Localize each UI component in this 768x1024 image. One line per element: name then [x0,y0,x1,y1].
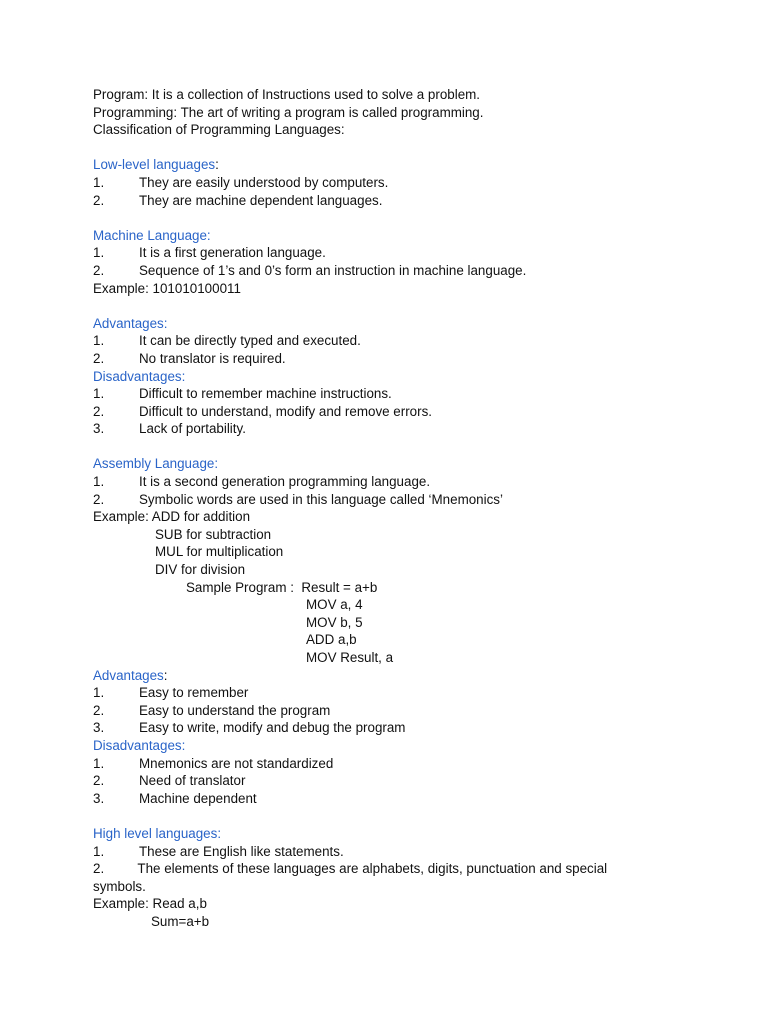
assembly-disadvantages-heading: Disadvantages: [93,737,186,753]
list-text: Symbolic words are used in this language called ‘Mnemonics’ [139,491,503,507]
list-number: 2. [93,491,105,507]
list-number: 1. [93,333,105,349]
low-level-heading-text: Low-level languages [93,157,216,173]
list-text: Difficult to remember machine instructions. [139,386,392,402]
list-item-wrapped-line2: symbols. [93,878,146,894]
high-level-example-line: Sum=a+b [151,913,210,929]
assembly-example-line: DIV for division [155,562,246,578]
list-number: 1. [93,843,105,859]
list-item [93,420,693,438]
list-number: 2. [93,262,105,278]
list-text: Mnemonics are not standardized [139,755,334,771]
assembly-advantages-heading [93,667,693,685]
list-text: Difficult to understand, modify and remove errors. [139,403,432,419]
low-level-heading [93,156,693,174]
list-item [93,719,693,737]
list-text: It is a second generation programming language. [139,474,431,490]
list-text: No translator is required. [139,350,286,366]
assembly-advantages-heading-text: Advantages [93,667,164,683]
list-text: Lack of portability. [139,421,246,437]
list-text: Easy to understand the program [139,702,331,718]
assembly-example-line: MUL for multiplication [155,544,284,560]
list-item [93,843,693,861]
programming-definition: Programming: The art of writing a program is called programming. [93,104,484,120]
list-text: They are easily understood by computers. [139,174,389,190]
list-item [93,684,693,702]
assembly-advantages-colon: : [163,667,168,683]
list-item [93,772,693,790]
list-text: Easy to write, modify and debug the program [139,720,406,736]
list-number: 1. [93,474,105,490]
classification-heading: Classification of Programming Languages: [93,122,345,138]
list-number: 3. [93,790,105,806]
list-item [93,332,693,350]
program-definition: Program: It is a collection of Instructions used to solve a problem. [93,87,481,102]
machine-language-heading: Machine Language: [93,227,211,243]
list-item [93,755,693,773]
assembly-example: Example: ADD for addition [93,509,251,525]
list-number: 2. [93,773,105,789]
machine-example: Example: 101010100011 [93,280,241,296]
list-text: These are English like statements. [139,843,344,859]
list-text: Need of translator [139,773,246,789]
list-item [93,491,693,509]
assembly-language-heading: Assembly Language: [93,456,219,472]
list-text: Machine dependent [139,790,257,806]
list-text: It can be directly typed and executed. [139,333,361,349]
list-number: 1. [93,386,105,402]
list-text: They are machine dependent languages. [139,192,383,208]
list-number: 2. [93,192,105,208]
list-text: It is a first generation language. [139,245,326,261]
list-item [93,702,693,720]
sample-program-line: MOV a, 4 [306,597,363,613]
list-number: 1. [93,755,105,771]
list-number: 1. [93,174,105,190]
list-number: 1. [93,245,105,261]
list-number: 2. [93,403,105,419]
list-text: Easy to remember [139,685,249,701]
sample-program-label: Sample Program : Result = a+b [186,579,378,595]
list-item-wrapped-line1: 2. The elements of these languages are alphabets, digits, punctuation and special [93,861,608,877]
list-number: 3. [93,421,105,437]
list-item [93,790,693,808]
machine-advantages-heading: Advantages: [93,315,168,331]
high-level-heading: High level languages: [93,825,222,841]
sample-program-line: MOV Result, a [306,650,394,665]
list-text: Sequence of 1’s and 0’s form an instruction in machine language. [139,262,527,278]
list-item [93,244,693,262]
list-number: 2. [93,350,105,366]
machine-disadvantages-heading: Disadvantages: [93,368,186,384]
list-item [93,262,693,280]
sample-program-line: MOV b, 5 [306,614,363,630]
sample-program-line: ADD a,b [306,632,357,648]
list-item [93,403,693,421]
high-level-example: Example: Read a,b [93,896,207,912]
list-number: 1. [93,685,105,701]
list-number: 3. [93,720,105,736]
list-item [93,192,693,210]
low-level-heading-colon: : [215,157,219,173]
list-item [93,174,693,192]
list-number: 2. [93,702,105,718]
document-page [93,86,693,931]
list-item [93,473,693,491]
list-item [93,385,693,403]
list-item [93,350,693,368]
assembly-example-line: SUB for subtraction [155,526,272,542]
